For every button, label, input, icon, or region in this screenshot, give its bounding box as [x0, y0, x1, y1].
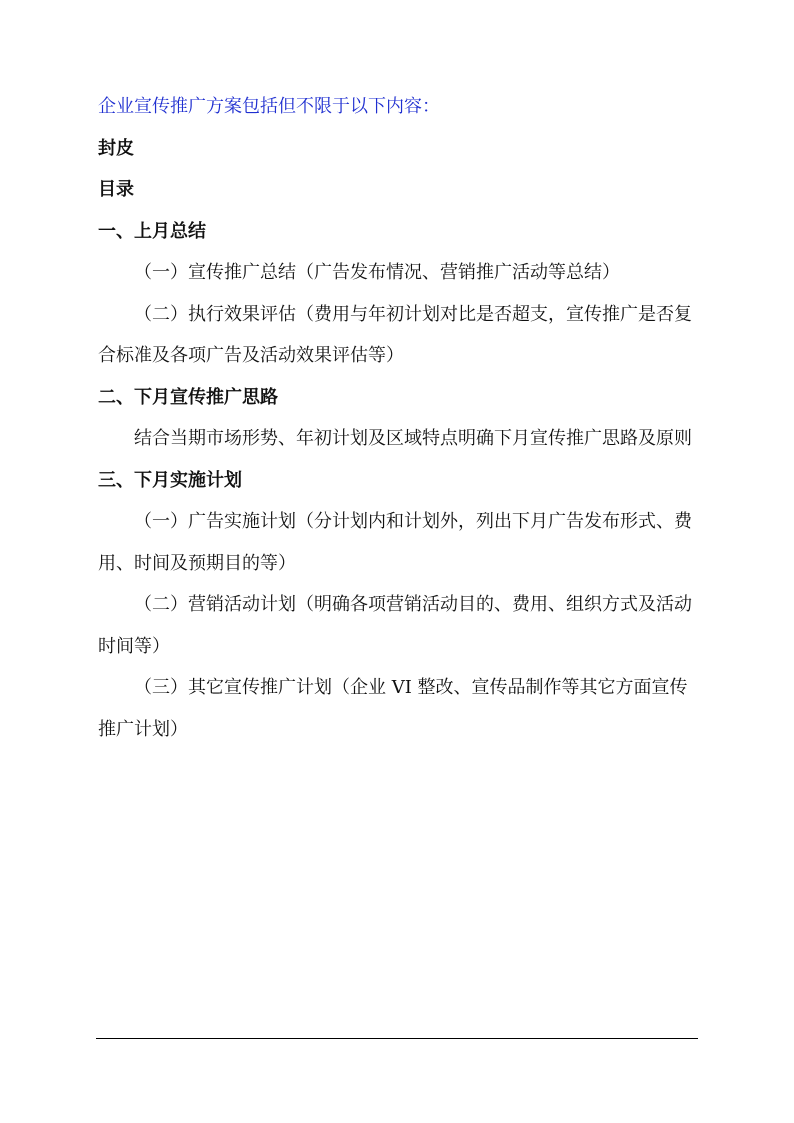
- section2-body: 结合当期市场形势、年初计划及区域特点明确下月宣传推广思路及原则: [134, 428, 692, 449]
- cover-heading: 封皮: [98, 137, 134, 159]
- section1-item1: （一）宣传推广总结（广告发布情况、营销推广活动等总结）: [134, 262, 620, 283]
- section3-title: 三、下月实施计划: [98, 469, 242, 491]
- section3-item1: （一）广告实施计划（分计划内和计划外，列出下月广告发布形式、费用、时间及预期目的等）: [98, 511, 692, 574]
- section2-title: 二、下月宣传推广思路: [98, 386, 278, 408]
- intro-text: 企业宣传推广方案包括但不限于以下内容：: [98, 96, 440, 117]
- section1-title: 一、上月总结: [98, 220, 206, 242]
- toc-heading: 目录: [98, 179, 134, 200]
- section3-item2: （二）营销活动计划（明确各项营销活动目的、费用、组织方式及活动时间等）: [98, 594, 692, 657]
- document-body: [98, 86, 698, 750]
- footer-divider: [96, 1038, 698, 1039]
- section3-item3: （三）其它宣传推广计划（企业 VI 整改、宣传品制作等其它方面宣传推广计划）: [98, 677, 688, 740]
- section1-item2: （二）执行效果评估（费用与年初计划对比是否超支，宣传推广是否复合标准及各项广告及活动效果评估等）: [98, 303, 692, 366]
